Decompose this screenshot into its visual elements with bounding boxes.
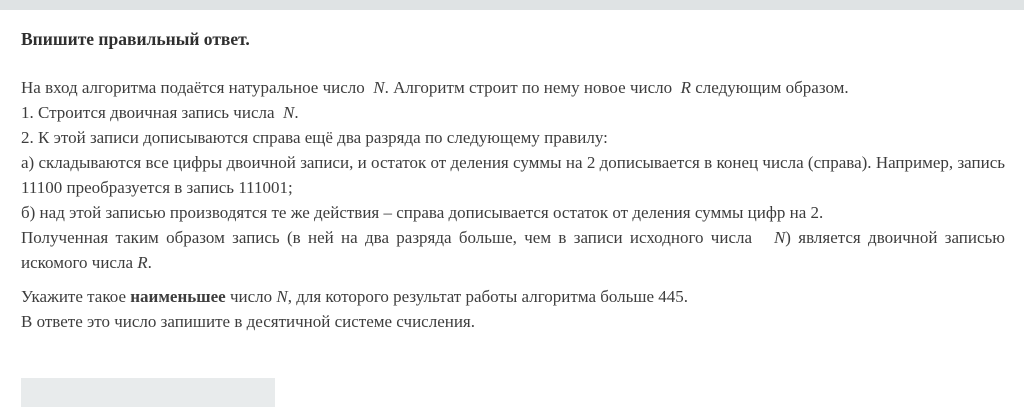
question-panel bbox=[0, 10, 1024, 407]
question-paragraph bbox=[21, 200, 1005, 225]
emphasized-text: R bbox=[680, 78, 692, 97]
text-run: Полученная таким образом запись (в ней на два разряда больше, чем в записи исходного числа bbox=[21, 228, 774, 247]
emphasized-text: N bbox=[283, 103, 295, 122]
question-paragraph bbox=[21, 100, 1005, 125]
question-paragraph bbox=[21, 75, 1005, 100]
question-body-text bbox=[21, 75, 1005, 275]
text-run: а) складываются все цифры двоичной записи, и остаток от деления суммы на 2 дописывается в конец числа (справа). Например, запись 11100 преобразуется в запись 111001; bbox=[21, 153, 1005, 197]
text-run: , для которого результат работы алгоритма больше 445. bbox=[287, 287, 689, 306]
emphasized-text: N bbox=[276, 287, 288, 306]
text-run: ) является двоичной записью искомого числа bbox=[21, 228, 1005, 272]
prompt-heading: Впишите правильный ответ. bbox=[21, 29, 250, 49]
question-paragraph bbox=[21, 150, 1005, 200]
question-paragraph bbox=[21, 125, 1005, 150]
text-run: б) над этой записью производятся те же действия – справа дописывается остаток от деления суммы цифр на 2. bbox=[21, 203, 824, 222]
emphasized-text: N bbox=[773, 228, 786, 247]
emphasized-text: наименьшее bbox=[130, 287, 226, 306]
question-paragraph bbox=[21, 309, 1005, 334]
text-run: 1. Строится двоичная запись числа bbox=[21, 103, 284, 122]
top-divider-bar bbox=[0, 0, 1024, 10]
answer-input[interactable] bbox=[21, 378, 275, 407]
question-paragraph bbox=[21, 225, 1005, 275]
text-run: В ответе это число запишите в десятичной системе счисления. bbox=[21, 312, 476, 331]
emphasized-text: N bbox=[373, 78, 385, 97]
question-paragraph bbox=[21, 284, 1005, 309]
text-run: . Алгоритм строит по нему новое число bbox=[384, 78, 681, 97]
text-run: число bbox=[225, 287, 277, 306]
text-run: . bbox=[147, 253, 152, 272]
text-run: 2. К этой записи дописываются справа ещё два разряда по следующему правилу: bbox=[21, 128, 608, 147]
text-run: следующим образом. bbox=[691, 78, 849, 97]
text-run: . bbox=[294, 103, 299, 122]
emphasized-text: R bbox=[137, 253, 148, 272]
text-run: Укажите такое bbox=[21, 287, 131, 306]
text-run: На вход алгоритма подаётся натуральное число bbox=[21, 78, 374, 97]
question-task-text bbox=[21, 284, 1005, 334]
